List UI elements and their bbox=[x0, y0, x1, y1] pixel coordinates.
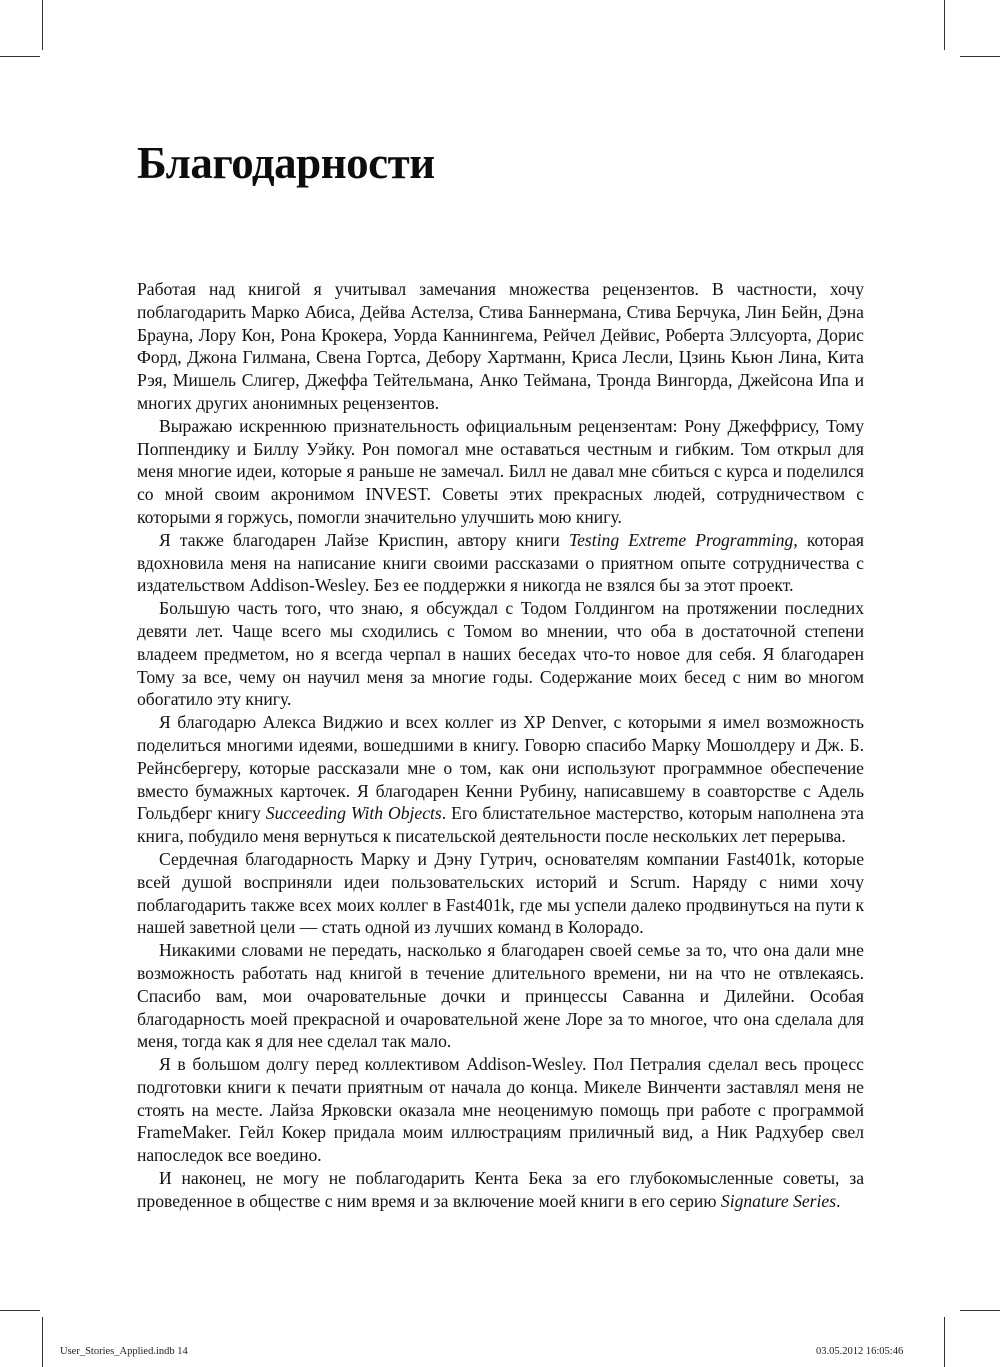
paragraph-text: Я также благодарен Лайзе Криспин, автору книги bbox=[159, 529, 569, 550]
crop-mark-top-right bbox=[944, 0, 945, 50]
footer-file-info: User_Stories_Applied.indb 14 bbox=[60, 1346, 188, 1357]
book-title-italic: Signature Series bbox=[720, 1190, 837, 1211]
paragraph-text: , которая вдохновила меня на написание книги своими рассказами о приятном опыте сотрудничества с издательством Addison-Wesley. Без ее поддержки я никогда не взялся бы за этот проект. bbox=[137, 529, 865, 596]
paragraph-text: Я благодарю Алекса Виджио и всех коллег из XP Denver, с которыми я имел возможность поделиться многими идеями, вошедшими в книгу. Говорю спасибо Марку Мошолдеру и Дж. Б. Рейнсбергеру, которые рассказали мне о том, как они используют программное обеспечение вместо бумажных карточек. Я благодарен Кенни Рубину, написавшему в соавторстве с Адель Гольдберг книгу bbox=[137, 712, 864, 824]
paragraph bbox=[137, 529, 864, 597]
paragraph bbox=[137, 711, 864, 848]
paragraph bbox=[137, 415, 864, 529]
paragraph-text: Никакими словами не передать, насколько я благодарен своей семье за то, что она дали мне возможность работать над книгой в течение длительного времени, ни на что не отвлекаясь. Спасибо вам, мои очаровательные дочки и принцессы Саванна и Дилейни. Особая благодарность моей прекрасной и очаровательной жене Лоре за то многое, что она сделала для меня, тогда как я для нее сделал так мало. bbox=[137, 940, 864, 1052]
crop-mark-top-left-horizontal bbox=[0, 56, 40, 57]
crop-mark-bottom-right bbox=[944, 1317, 945, 1367]
crop-mark-bottom-left bbox=[42, 1317, 43, 1367]
paragraph bbox=[137, 848, 864, 939]
body-text bbox=[137, 278, 864, 1213]
paragraph-text: Большую часть того, что знаю, я обсуждал с Тодом Голдингом на протяжении последних девяти лет. Чаще всего мы сходились с Томом во мнении, что оба в достаточной степени владеем предметом, но я всегда черпал в наших беседах что-то новое для себя. Я благодарен Тому за все, чему он научил меня за многие годы. Содержание моих бесед с ним во многом обогатило эту книгу. bbox=[137, 598, 864, 710]
crop-mark-bottom-right-horizontal bbox=[960, 1310, 1000, 1311]
paragraph-text: И наконец, не могу не поблагодарить Кента Бека за его глубокомысленные советы, за проведенное в обществе с ним время и за включение моей книги в его серию bbox=[137, 1168, 864, 1211]
footer-timestamp: 03.05.2012 16:05:46 bbox=[816, 1346, 904, 1357]
paragraph bbox=[137, 1167, 864, 1213]
page-title: Благодарности bbox=[137, 138, 435, 188]
crop-mark-bottom-left-horizontal bbox=[0, 1310, 40, 1311]
crop-mark-top-left bbox=[42, 0, 43, 50]
paragraph bbox=[137, 597, 864, 711]
book-title-italic: Testing Extreme Programming bbox=[568, 529, 794, 550]
paragraph bbox=[137, 939, 864, 1053]
paragraph-text: . Его блистательное мастерство, которым наполнена эта книга, побудило меня вернуться к писательской деятельности после нескольких лет перерыва. bbox=[137, 803, 864, 847]
paragraph-text: . bbox=[836, 1190, 841, 1211]
paragraph-text: Выражаю искреннюю признательность официальным рецензентам: Рону Джеффрису, Тому Поппендику и Биллу Уэйку. Рон помогал мне оставаться честным и гибким. Том открыл для меня многие идеи, которые я раньше не замечал. Билл не давал мне сбиться с курса и поделился со мной своим акронимом INVEST. Советы этих прекрасных людей, сотрудничеством с которыми я горжусь, помогли значительно улучшить мою книгу. bbox=[137, 415, 864, 527]
paragraph-text: Я в большом долгу перед коллективом Addison-Wesley. Пол Петралия сделал весь процесс подготовки книги к печати приятным от начала до конца. Микеле Винченти заставлял меня не стоять на месте. Лайза Ярковски оказала мне неоценимую помощь при работе с программой FrameMaker. Гейл Кокер придала моим иллюстрациям приличный вид, а Ник Радхубер свел напоследок все воедино. bbox=[137, 1054, 864, 1166]
book-title-italic: Succeeding With Objects bbox=[265, 803, 442, 824]
paragraph-text: Работая над книгой я учитывал замечания множества рецензентов. В частности, хочу поблагодарить Марко Абиса, Дейва Астелза, Стива Баннермана, Стива Берчука, Лин Бейн, Дэна Брауна, Лору Кон, Рона Крокера, Уорда Каннингема, Рейчел Дейвис, Роберта Эллсуорта, Дорис Форд, Джона Гилмана, Свена Гортса, Дебору Хартманн, Криса Лесли, Цзинь Кьюн Лина, Кита Рэя, Мишель Слигер, Джеффа Тейтельмана, Анко Теймана, Тронда Вингорда, Джейсона Ипа и многих других анонимных рецензентов. bbox=[137, 279, 864, 413]
paragraph-text: Сердечная благодарность Марку и Дэну Гутрич, основателям компании Fast401k, которые всей душой восприняли идеи пользовательских историй и Scrum. Наряду с ними хочу поблагодарить также всех моих коллег в Fast401k, где мы успели далеко продвинуться на пути к нашей заветной цели — стать одной из лучших команд в Колорадо. bbox=[137, 848, 864, 938]
paragraph bbox=[137, 1053, 864, 1167]
paragraph bbox=[137, 278, 864, 415]
crop-mark-top-right-horizontal bbox=[960, 56, 1000, 57]
